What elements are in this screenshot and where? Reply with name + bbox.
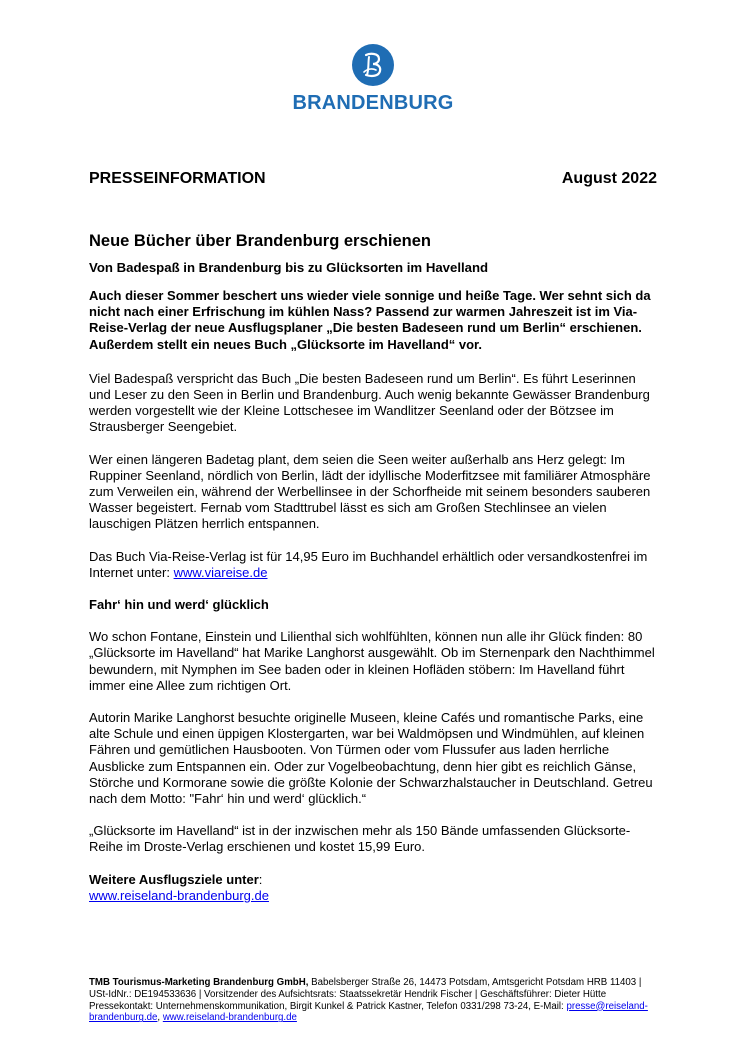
brandenburg-logo (292, 44, 454, 116)
article-subtitle: Von Badespaß in Brandenburg bis zu Glücksorten im Havelland (89, 260, 489, 275)
paragraph-price-badeseen (89, 549, 661, 581)
lead-paragraph: Auch dieser Sommer beschert uns wieder viele sonnige und heiße Tage. Wer sehnt sich da nicht nach einer Erfrischung im kühlen Nass? Passend zur warmen Jahreszeit ist im Via-Reise-Verlag der neue Ausflugsplaner „Die besten Badeseen rund um Berlin“ erschienen. Außerdem stellt ein neues Buch „Glücksorte im Havelland“ vor. (89, 288, 651, 352)
reiseland-link[interactable]: www.reiseland-brandenburg.de (89, 887, 269, 903)
paragraph-price-gluecksorte: „Glücksorte im Havelland“ ist in der inzwischen mehr als 150 Bände umfassenden Glücksorte-Reihe im Droste-Verlag erschienen und kostet 15,99 Euro. (89, 823, 631, 855)
paragraph-autorin: Autorin Marike Langhorst besuchte originelle Museen, kleine Cafés und romantische Parks, eine alte Schule und einen üppigen Klostergarten, war bei Waldmöpsen und Windmühlen, auf kleinen Fähren und gemütlichen Hausbooten. Von Türmen oder vom Flussufer aus laden herrliche Ausblicke zum Entspannen ein. Oder zur Vogelbeobachtung, denn hier gibt es reichlich Gänse, Störche und Kormorane sowie die größte Kolonie der Schwarzhalstaucher in Deutschland. Getreu nach dem Motto: "Fahr‘ hin und werd‘ glücklich.“ (89, 710, 653, 807)
price-text: Das Buch Via-Reise-Verlag ist für 14,95 Euro im Buchhandel erhältlich oder versandkostenfrei im Internet unter: (89, 548, 648, 580)
brandenburg-b-emblem-icon (352, 44, 394, 86)
footer-separator: , (157, 1012, 163, 1024)
release-date: August 2022 (561, 170, 657, 187)
paragraph-badeseen: Viel Badespaß verspricht das Buch „Die besten Badeseen rund um Berlin“. Es führt Leserinnen und Leser zu den Seen in Berlin und Brandenburg. Auch wenig bekannte Gewässer Brandenburg werden vorgestellt wie der Kleine Lottschesee im Wandlitzer Seenland oder der Bötzsee im Strausberger Seengebiet. (89, 370, 650, 435)
footer-website-link[interactable]: www.reiseland-brandenburg.de (162, 1012, 297, 1024)
document-header (89, 170, 657, 188)
section-heading-gluecksorte: Fahr‘ hin und werd‘ glücklich (89, 597, 269, 613)
viareise-link[interactable]: www.viareise.de (173, 564, 268, 580)
paragraph-badetag: Wer einen längeren Badetag plant, dem seien die Seen weiter außerhalb ans Herz gelegt: Im Ruppiner Seenland, nördlich von Berlin, lädt der idyllische Moderfitzsee mit familiärer Atmosphäre zum Verweilen ein, während der Werbellinsee in der Schorfheide mit seinem besonders sauberen Wasser begeistert. Fernab vom Stadttrubel lässt es sich am Großen Stechlinsee an vielen lauschigen Plätzen herrlich entspannen. (89, 451, 651, 532)
more-destinations-label: Weitere Ausflugsziele unter (89, 871, 259, 887)
press-information-label: PRESSEINFORMATION (89, 170, 266, 187)
article-body (89, 231, 661, 904)
article-title: Neue Bücher über Brandenburg erschienen (89, 232, 431, 250)
paragraph-gluecksorte: Wo schon Fontane, Einstein und Lilienthal sich wohlfühlten, können nun alle ihr Glück finden: 80 „Glücksorte im Havelland“ hat Marike Langhorst ausgewählt. Ob im Sternenpark den Nachthimmel bewundern, mit Nymphen im See baden oder in kleinen Hofläden stöbern: Im Havelland führt immer eine Allee zum richtigen Ort. (89, 629, 655, 693)
footer-imprint (89, 977, 661, 1024)
footer-text: Babelsberger Straße 26, 14473 Potsdam, Amtsgericht Potsdam HRB 11403 | USt-IdNr.: DE194533636 | Vorsitzender des Aufsichtsrats: Staatssekretär Hendrik Fischer | Geschäftsführer: Dieter Hütte Pressekontakt: Unternehmenskommunikation, Birgit Kunkel & Patrick Kastner, Telefon 0331/298 73-24, E-Mail: (89, 977, 642, 1012)
logo-wordmark: BRANDENBURG (292, 92, 454, 114)
more-destinations (89, 872, 661, 904)
footer-company: TMB Tourismus-Marketing Brandenburg GmbH, (89, 977, 309, 988)
more-destinations-colon: : (258, 871, 263, 887)
footer-email-link[interactable]: presse@reiseland-brandenburg.de (89, 1000, 648, 1024)
